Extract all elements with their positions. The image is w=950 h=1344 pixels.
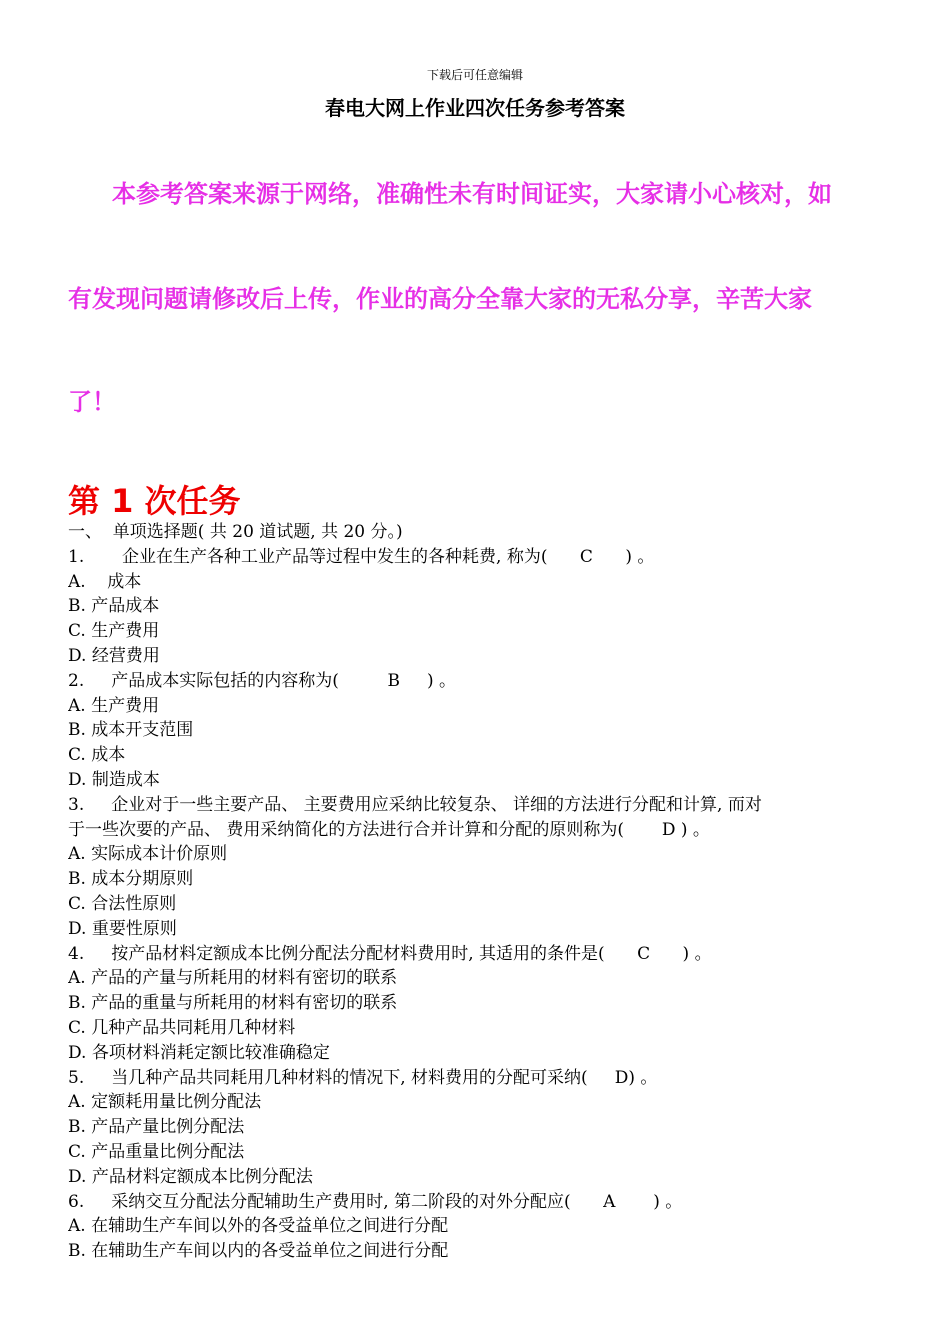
text-line: 4. 按产品材料定额成本比例分配法分配材料费用时, 其适用的条件是( C ) 。 [68, 943, 712, 964]
text-line: B. 产品产量比例分配法 [68, 1117, 245, 1138]
notice-line-3: 了！ [68, 388, 116, 416]
text-line: 于一些次要的产品、 费用采纳简化的方法进行合并计算和分配的原则称为( D ) 。 [68, 819, 710, 840]
text-line: B. 产品成本 [68, 596, 160, 617]
text-line: D. 制造成本 [68, 769, 160, 790]
text-line: D. 产品材料定额成本比例分配法 [68, 1166, 313, 1187]
text-line: D. 重要性原则 [68, 918, 177, 939]
text-line: 2. 产品成本实际包括的内容称为( B ) 。 [68, 670, 457, 691]
text-line: A. 生产费用 [68, 695, 160, 716]
text-line: A. 成本 [68, 571, 142, 592]
text-line: B. 成本开支范围 [68, 720, 194, 741]
text-line: 3. 企业对于一些主要产品、 主要费用应采纳比较复杂、 详细的方法进行分配和计算, 而对 [68, 794, 762, 815]
text-line: B. 产品的重量与所耗用的材料有密切的联系 [68, 993, 398, 1014]
text-line: C. 合法性原则 [68, 893, 177, 914]
text-line: 5. 当几种产品共同耗用几种材料的情况下, 材料费用的分配可采纳( D) 。 [68, 1067, 658, 1088]
question-list [68, 520, 880, 1264]
text-line: B. 成本分期原则 [68, 869, 194, 890]
text-line: C. 成本 [68, 745, 126, 766]
text-line: 6. 采纳交互分配法分配辅助生产费用时, 第二阶段的对外分配应( A ) 。 [68, 1191, 683, 1212]
section-title: 第 1 次任务 [68, 482, 241, 520]
text-line: A. 在辅助生产车间以外的各受益单位之间进行分配 [68, 1216, 449, 1237]
text-line: A. 定额耗用量比例分配法 [68, 1092, 262, 1113]
notice-line-2: 有发现问题请修改后上传，作业的高分全靠大家的无私分享，辛苦大家 [68, 285, 812, 313]
document-title: 春电大网上作业四次任务参考答案 [325, 96, 625, 120]
text-line: C. 产品重量比例分配法 [68, 1141, 245, 1162]
text-line: C. 几种产品共同耗用几种材料 [68, 1017, 296, 1038]
text-line: 1. 企业在生产各种工业产品等过程中发生的各种耗费, 称为( C ) 。 [68, 546, 655, 567]
text-line: C. 生产费用 [68, 621, 160, 642]
header-note: 下载后可任意编辑 [426, 68, 523, 82]
text-line: D. 经营费用 [68, 645, 160, 666]
notice-line-1: 本参考答案来源于网络，准确性未有时间证实，大家请小心核对，如 [112, 180, 832, 208]
text-line: D. 各项材料消耗定额比较准确稳定 [68, 1042, 330, 1063]
text-line: B. 在辅助生产车间以内的各受益单位之间进行分配 [68, 1241, 449, 1262]
text-line: A. 产品的产量与所耗用的材料有密切的联系 [68, 968, 398, 989]
text-line: 一、 单项选择题( 共 20 道试题, 共 20 分。) [68, 522, 403, 542]
text-line: A. 实际成本计价原则 [68, 844, 228, 865]
